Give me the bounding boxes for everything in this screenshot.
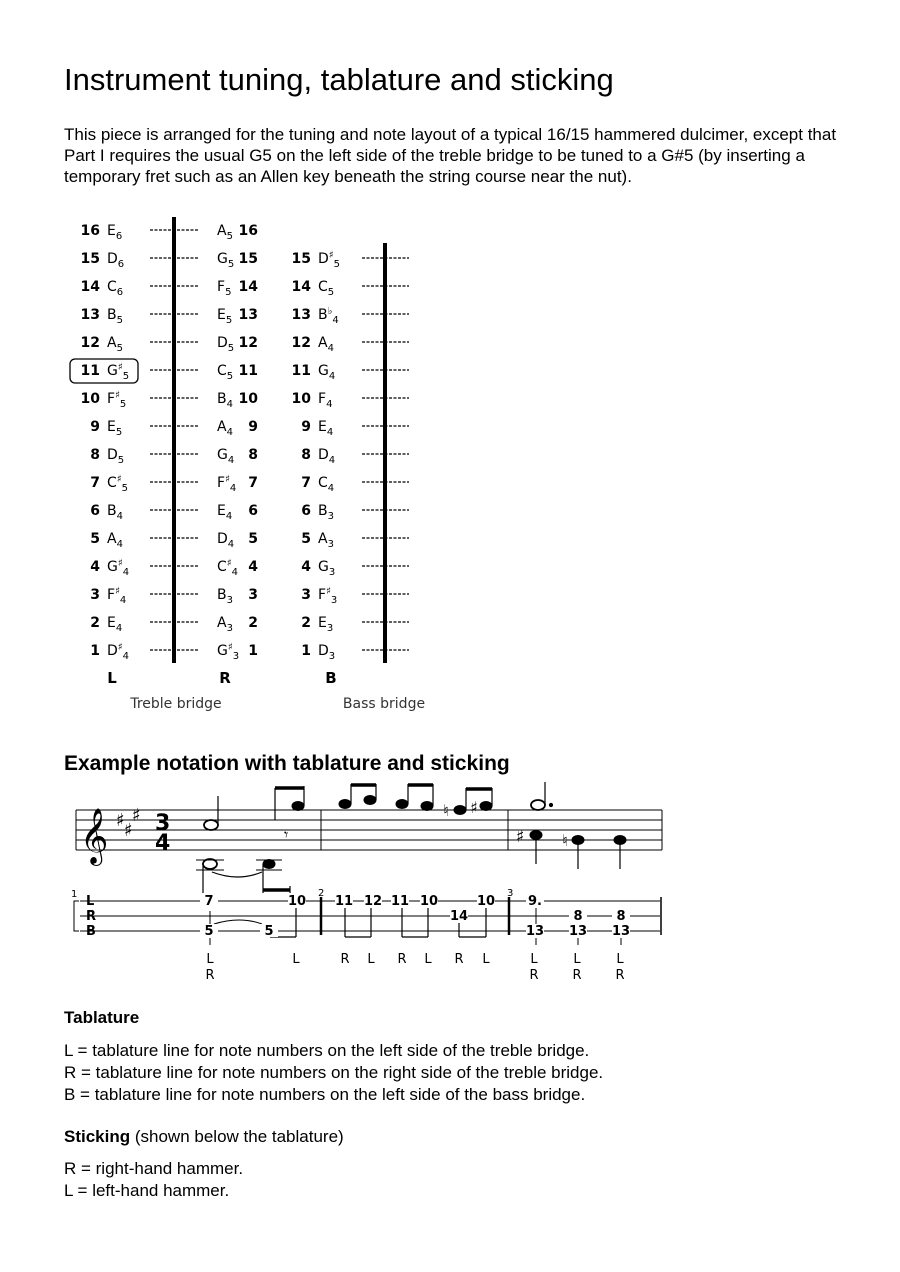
course-number: 7 bbox=[248, 475, 258, 491]
course-number: 7 bbox=[90, 475, 100, 491]
course-note: $E_5$ bbox=[217, 307, 233, 326]
course-note: $G_5$ bbox=[217, 251, 235, 270]
course-number: 16 bbox=[80, 223, 100, 239]
sticking-mark: R bbox=[340, 952, 350, 967]
time-sig-bottom: 4 bbox=[155, 831, 171, 856]
course-number: 9 bbox=[90, 419, 100, 435]
course-note: $D_4$ bbox=[217, 531, 235, 550]
course-note: $E_6$ bbox=[107, 223, 123, 242]
tab-number: 14 bbox=[449, 909, 469, 924]
course-note: $E_3$ bbox=[318, 615, 334, 634]
sticking-def-r: R = right-hand hammer. bbox=[64, 1159, 244, 1178]
course-note: $D_4$ bbox=[318, 447, 336, 466]
course-note: $A_4$ bbox=[107, 531, 123, 550]
sharp-sign: ♯ bbox=[470, 798, 478, 817]
course-number: 3 bbox=[90, 587, 100, 603]
course-note: $B_4$ bbox=[217, 391, 233, 410]
course-number: 10 bbox=[238, 391, 258, 407]
tab-number: 9. bbox=[528, 894, 542, 909]
tab-number: 10 bbox=[476, 894, 496, 909]
course-number: 5 bbox=[248, 531, 258, 547]
course-note: $F^♯_4$ bbox=[107, 586, 127, 606]
course-note: $B_3$ bbox=[217, 587, 233, 606]
time-sig-top: 3 bbox=[155, 811, 171, 836]
course-note: $A_3$ bbox=[318, 531, 334, 550]
course-note: $G^♯_5$ bbox=[107, 362, 130, 382]
sticking-mark: R bbox=[572, 968, 582, 983]
course-note: $C_5$ bbox=[318, 279, 335, 298]
treble-clef: 𝄞 bbox=[80, 808, 109, 864]
sticking-mark: L bbox=[530, 952, 538, 967]
sticking-definitions bbox=[64, 1158, 243, 1202]
sticking-mark: L bbox=[367, 952, 375, 967]
course-note: $E_4$ bbox=[318, 419, 334, 438]
sticking-heading: Sticking bbox=[64, 1127, 131, 1146]
tablature-heading: Tablature bbox=[64, 1008, 140, 1027]
course-number: 5 bbox=[301, 531, 311, 547]
sticking-mark: R bbox=[454, 952, 464, 967]
course-note: $G^♯_3$ bbox=[217, 642, 240, 662]
course-number: 15 bbox=[80, 251, 100, 267]
course-note: $E_5$ bbox=[107, 419, 123, 438]
measure-number: 1 bbox=[71, 889, 78, 900]
course-number: 1 bbox=[248, 643, 258, 659]
sticking-mark: L bbox=[482, 952, 490, 967]
treble-bridge-label: Treble bridge bbox=[130, 696, 222, 712]
tablature-def-l: L = tablature line for note numbers on the left side of the treble bridge. bbox=[64, 1041, 590, 1060]
course-number: 2 bbox=[90, 615, 100, 631]
natural-sign: ♮ bbox=[443, 801, 449, 820]
tablature-def-r: R = tablature line for note numbers on the right side of the treble bridge. bbox=[64, 1063, 604, 1082]
course-note: $A_3$ bbox=[217, 615, 233, 634]
course-number: 2 bbox=[301, 615, 311, 631]
sticking-note: (shown below the tablature) bbox=[134, 1127, 344, 1146]
sticking-mark: L bbox=[206, 952, 214, 967]
tablature-def-b: B = tablature line for note numbers on the left side of the bass bridge. bbox=[64, 1085, 586, 1104]
measure-number: 3 bbox=[507, 888, 514, 899]
course-note: $C_5$ bbox=[217, 363, 234, 382]
sticking-heading-line bbox=[64, 1127, 344, 1147]
eighth-rest: 𝄾 bbox=[284, 825, 289, 844]
sticking-mark: L bbox=[573, 952, 581, 967]
tab-number: 8 bbox=[573, 909, 583, 924]
key-sig-sharp: ♯ bbox=[132, 805, 141, 826]
course-number: 1 bbox=[301, 643, 311, 659]
course-number: 3 bbox=[301, 587, 311, 603]
tab-number: 13 bbox=[525, 924, 545, 939]
course-number: 6 bbox=[90, 503, 100, 519]
course-note: $G_4$ bbox=[318, 363, 336, 382]
sticking-mark: L bbox=[292, 952, 300, 967]
course-number: 13 bbox=[238, 307, 258, 323]
sticking-mark: L bbox=[616, 952, 624, 967]
tab-number: 13 bbox=[568, 924, 588, 939]
sticking-def-l: L = left-hand hammer. bbox=[64, 1181, 230, 1200]
tab-number: 5 bbox=[204, 924, 214, 939]
tab-number: 11 bbox=[390, 894, 410, 909]
course-number: 15 bbox=[238, 251, 258, 267]
course-number: 14 bbox=[291, 279, 311, 295]
tab-number: 8 bbox=[616, 909, 626, 924]
tab-number: 10 bbox=[419, 894, 439, 909]
course-note: $E_4$ bbox=[217, 503, 233, 522]
course-number: 11 bbox=[238, 363, 258, 379]
course-number: 4 bbox=[248, 559, 258, 575]
sticking-mark: R bbox=[205, 968, 215, 983]
tab-number: 12 bbox=[363, 894, 383, 909]
course-note: $F_5$ bbox=[217, 279, 232, 298]
course-note: $F_4$ bbox=[318, 391, 333, 410]
course-number: 7 bbox=[301, 475, 311, 491]
course-note: $C_4$ bbox=[318, 475, 335, 494]
course-note: $D_5$ bbox=[107, 447, 125, 466]
tablature-definitions bbox=[64, 1040, 603, 1106]
course-note: $G^♯_4$ bbox=[107, 558, 130, 578]
course-number: 8 bbox=[301, 447, 311, 463]
course-number: 6 bbox=[301, 503, 311, 519]
course-note: $C_6$ bbox=[107, 279, 124, 298]
course-number: 10 bbox=[291, 391, 311, 407]
sharp-sign: ♯ bbox=[516, 827, 525, 847]
course-number: 15 bbox=[291, 251, 311, 267]
course-note: $D_6$ bbox=[107, 251, 125, 270]
key-sig-sharp: ♯ bbox=[124, 820, 133, 841]
course-note: $E_4$ bbox=[107, 615, 123, 634]
tab-number: 13 bbox=[611, 924, 631, 939]
column-label-left: L bbox=[107, 669, 117, 687]
key-sig-sharp: ♯ bbox=[116, 810, 125, 831]
course-number: 13 bbox=[291, 307, 311, 323]
course-note: $F^♯_4$ bbox=[217, 474, 237, 494]
course-number: 14 bbox=[238, 279, 258, 295]
natural-sign: ♮ bbox=[562, 831, 568, 850]
course-note: $A_4$ bbox=[217, 419, 233, 438]
course-note: $A_4$ bbox=[318, 335, 334, 354]
bass-bridge-label: Bass bridge bbox=[342, 696, 426, 712]
tab-number: 10 bbox=[287, 894, 307, 909]
course-note: $C^♯_5$ bbox=[107, 474, 128, 494]
page-title: Instrument tuning, tablature and sticking bbox=[64, 62, 614, 97]
course-number: 8 bbox=[248, 447, 258, 463]
tab-line-label-b: B bbox=[86, 924, 96, 939]
notes-measure-3 bbox=[530, 782, 626, 869]
course-note: $B_5$ bbox=[107, 307, 123, 326]
course-note: $G_3$ bbox=[318, 559, 336, 578]
course-number: 5 bbox=[90, 531, 100, 547]
tab-line-label-l: L bbox=[86, 894, 95, 909]
course-note: $B_4$ bbox=[107, 503, 123, 522]
sticking-mark: R bbox=[529, 968, 539, 983]
course-number: 9 bbox=[248, 419, 258, 435]
course-note: $B_3$ bbox=[318, 503, 334, 522]
column-label-right: R bbox=[219, 669, 231, 687]
course-number: 12 bbox=[238, 335, 258, 351]
course-number: 10 bbox=[80, 391, 100, 407]
course-note: $B^♭_4$ bbox=[318, 306, 339, 326]
course-note: $A_5$ bbox=[107, 335, 123, 354]
column-label-bass: B bbox=[325, 669, 337, 687]
course-number: 4 bbox=[301, 559, 311, 575]
course-number: 9 bbox=[301, 419, 311, 435]
sticking-mark: R bbox=[615, 968, 625, 983]
course-number: 12 bbox=[291, 335, 311, 351]
tab-line-label-r: R bbox=[86, 909, 97, 924]
example-score bbox=[0, 780, 900, 990]
course-number: 13 bbox=[80, 307, 100, 323]
course-number: 1 bbox=[90, 643, 100, 659]
course-note: $F^♯_3$ bbox=[318, 586, 338, 606]
course-note: $C^♯_4$ bbox=[217, 558, 238, 578]
tab-number: 7 bbox=[204, 894, 214, 909]
course-number: 12 bbox=[80, 335, 100, 351]
course-number: 8 bbox=[90, 447, 100, 463]
dulcimer-layout-diagram bbox=[0, 205, 900, 725]
measure-number: 2 bbox=[318, 888, 325, 899]
course-note: $F^♯_5$ bbox=[107, 390, 127, 410]
course-note: $D_5$ bbox=[217, 335, 235, 354]
sticking-mark: R bbox=[397, 952, 407, 967]
course-note: $D^♯_4$ bbox=[107, 642, 129, 662]
intro-paragraph: This piece is arranged for the tuning and note layout of a typical 16/15 hammered dulcimer, except that Part I requires the usual G5 on the left side of the treble bridge to be tuned to a G#5 (by inserting a temporary fret such as an Allen key beneath the string course near the nut). bbox=[64, 125, 837, 186]
tab-number: 11 bbox=[334, 894, 354, 909]
course-number: 4 bbox=[90, 559, 100, 575]
course-number: 6 bbox=[248, 503, 258, 519]
course-number: 14 bbox=[80, 279, 100, 295]
section-heading-example: Example notation with tablature and sticking bbox=[64, 752, 510, 775]
course-note: $D^♯_5$ bbox=[318, 250, 340, 270]
sticking-mark: L bbox=[424, 952, 432, 967]
course-number: 11 bbox=[80, 363, 100, 379]
course-note: $G_4$ bbox=[217, 447, 235, 466]
course-number: 3 bbox=[248, 587, 258, 603]
tab-number: 5 bbox=[264, 924, 274, 939]
course-number: 2 bbox=[248, 615, 258, 631]
course-note: $A_5$ bbox=[217, 223, 233, 242]
course-note: $D_3$ bbox=[318, 643, 336, 662]
course-number: 11 bbox=[291, 363, 311, 379]
course-number: 16 bbox=[238, 223, 258, 239]
